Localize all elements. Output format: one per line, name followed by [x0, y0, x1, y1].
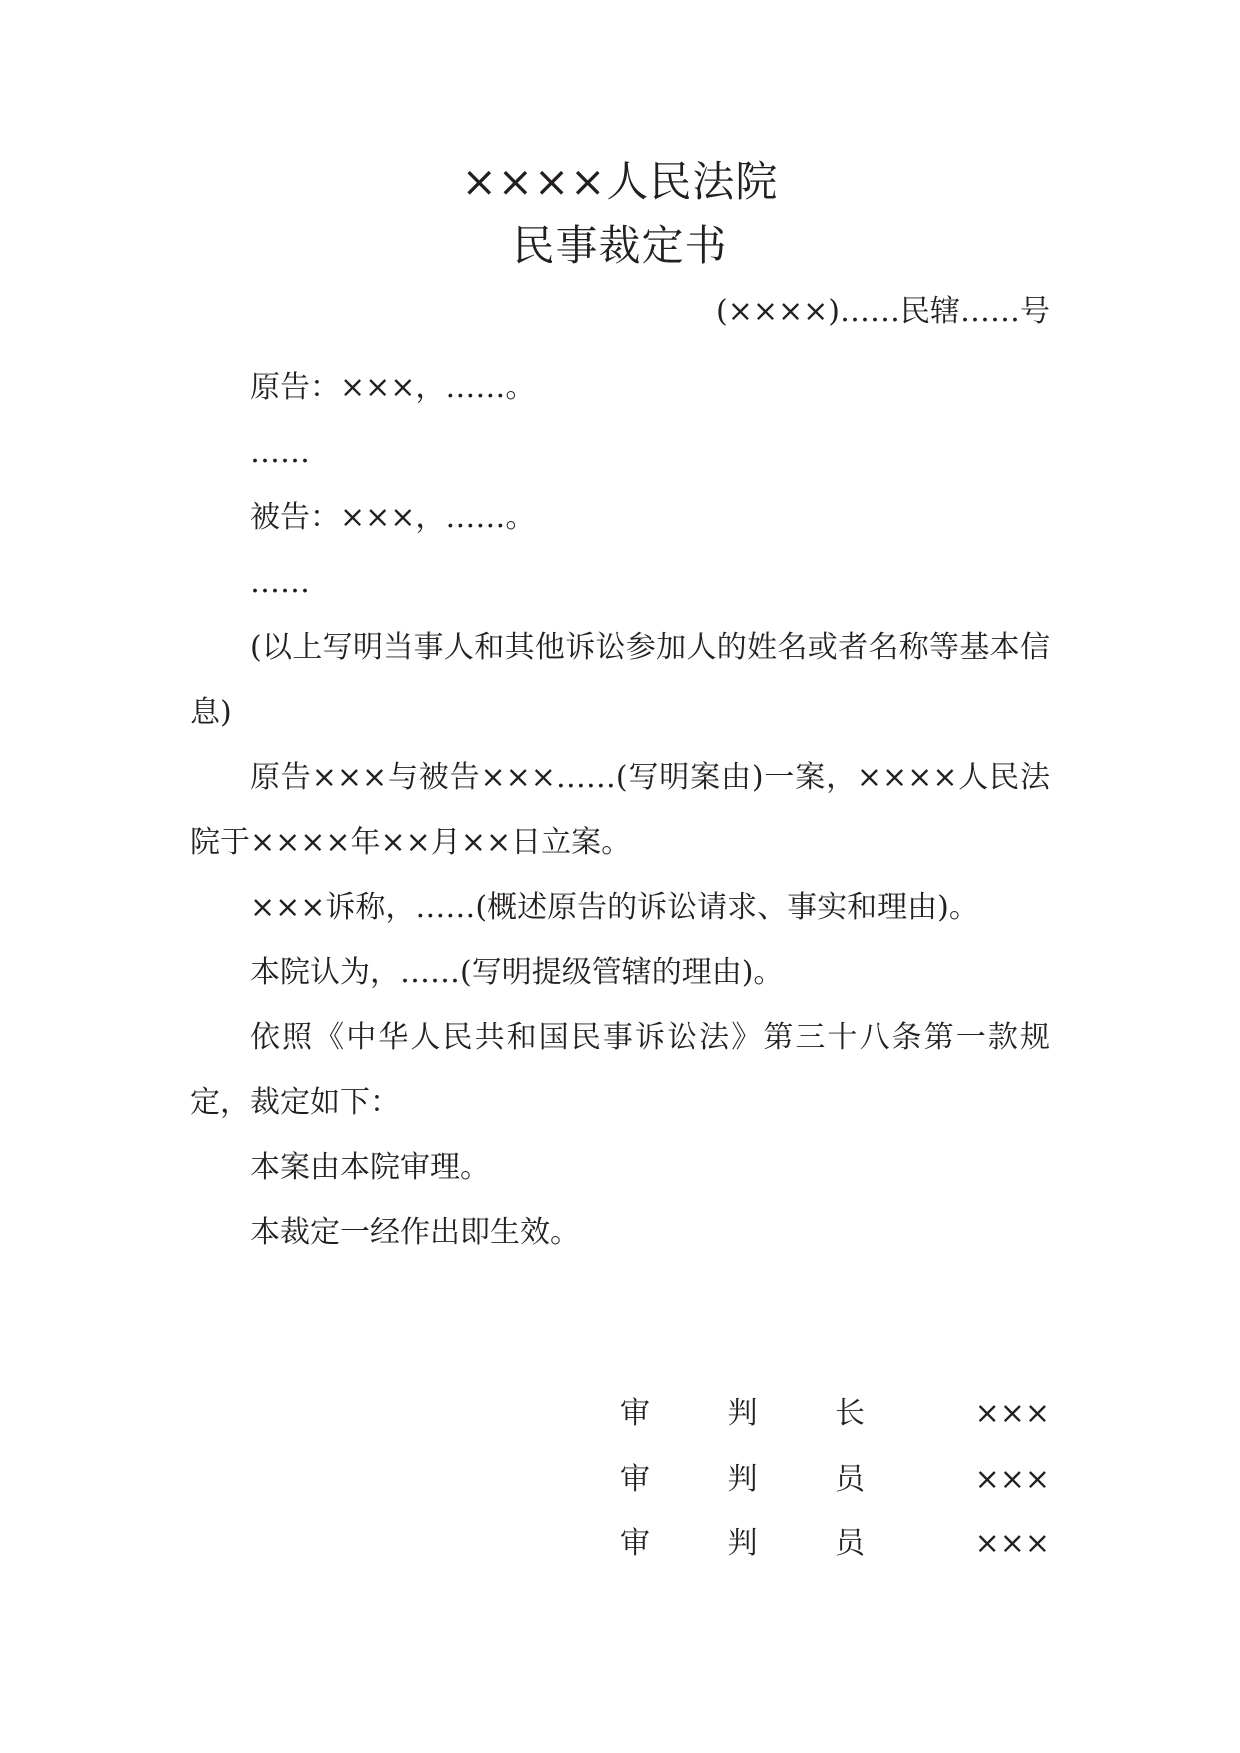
court-opinion-paragraph: 本院认为，……(写明提级管辖的理由)。 [250, 955, 784, 990]
document-body [190, 355, 1050, 1265]
parties-note-paragraph: (以上写明当事人和其他诉讼参加人的姓名或者名称等基本信息) [190, 630, 1050, 730]
signature-role: 审判长 [620, 1396, 865, 1431]
signature-name: ××× [974, 1526, 1050, 1561]
court-name-heading: ××××人民法院 [461, 157, 779, 206]
ellipsis-paragraph: …… [250, 565, 310, 600]
case-filing-paragraph: 原告×××与被告×××……(写明案由)一案，××××人民法院于××××年××月××日立案。 [190, 760, 1050, 860]
legal-basis-paragraph: 依照《中华人民共和国民事诉讼法》第三十八条第一款规定，裁定如下： [190, 1020, 1050, 1120]
ellipsis-paragraph: …… [250, 435, 310, 470]
plaintiff-paragraph: 原告：×××，……。 [250, 370, 536, 405]
ruling-paragraph: 本案由本院审理。 [250, 1150, 490, 1185]
effectiveness-paragraph: 本裁定一经作出即生效。 [250, 1215, 580, 1250]
defendant-paragraph: 被告：×××，……。 [250, 500, 536, 535]
signature-line [620, 1458, 1050, 1502]
signature-line [620, 1522, 1050, 1566]
claims-paragraph: ×××诉称，……(概述原告的诉讼请求、事实和理由)。 [250, 890, 979, 925]
signature-role: 审判员 [620, 1462, 865, 1497]
signature-role: 审判员 [620, 1526, 865, 1561]
signature-line [620, 1392, 1050, 1436]
signature-name: ××× [974, 1396, 1050, 1431]
case-number: (××××)……民辖……号 [716, 294, 1050, 329]
signature-name: ××× [974, 1462, 1050, 1497]
document-title: 民事裁定书 [512, 221, 728, 270]
